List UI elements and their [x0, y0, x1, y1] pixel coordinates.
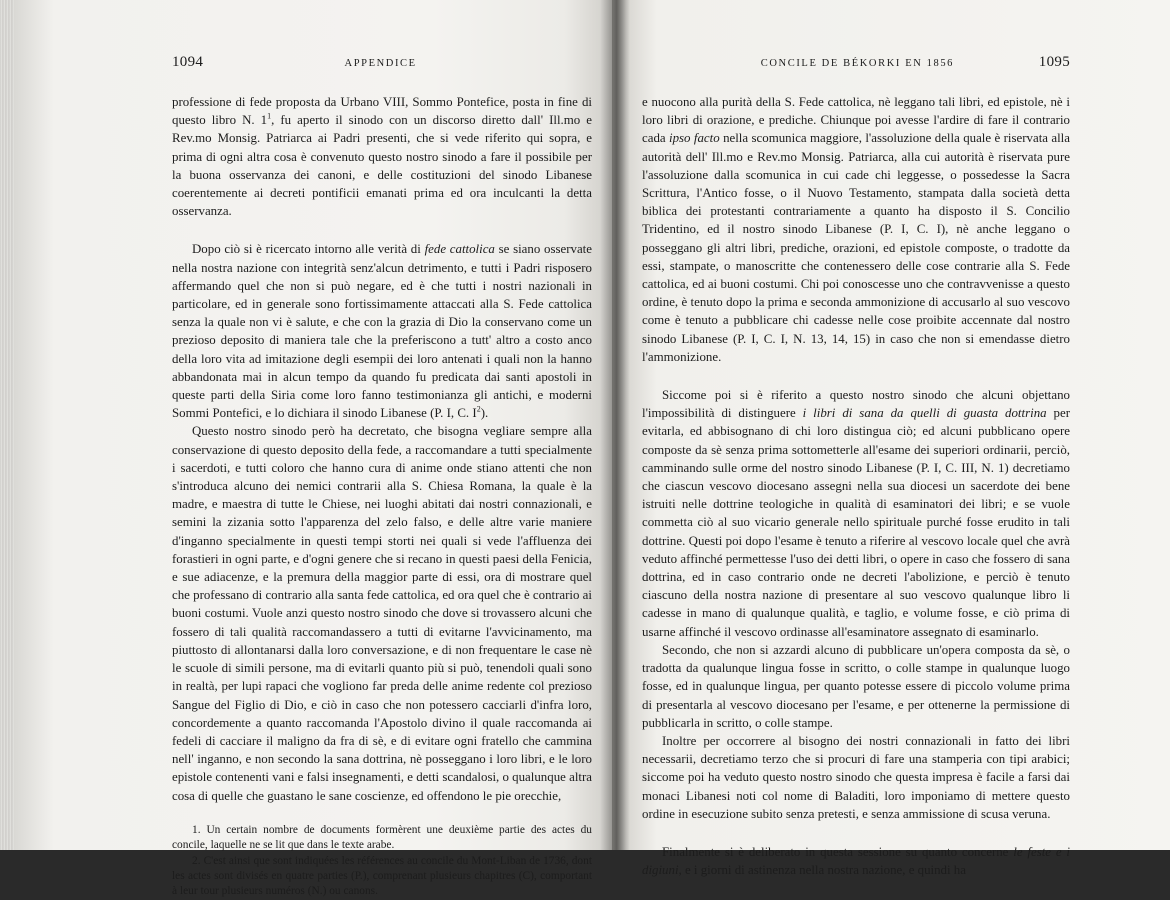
italic-text: i libri di sana da quelli di guasta dottrina: [802, 406, 1047, 421]
left-running-title: APPENDICE: [344, 58, 417, 69]
text-run: per evitarla, ed abbisognano di chi loro distingua ciò; ed alcuni pubblicano opere composte da sè senza prima sottometterle all'esame dei superiori ordinarii, perciò, camminando sulle orme del nostro sinodo Libanese (P. I, C. III, N. 1) decretiamo che ciascun vescovo diocesano assegni nella sua diocesi un sacerdote dei bene istruiti nelle dottrine teologiche in qualità di esaminatori dei libri; e se vuole commetta ciò al suo vicario generale nello spirituale purché fosse erudito in tali dottrine. Questi poi dopo l'esame è tenuto a riferire al vescovo locale quel che avrà veduto affinché permettesse l'uso dei detti libri, o opere in caso che fossero di sana dottrina, ed in caso contrario onde ne decreti l'abolizione, e perciò è tenuto ciascuno della nostra nazione di presentare al suo vescovo qualunque libro li cadesse in mano di qualunque qualità, e taglio, e volume fosse, e ciò prima di usarne affinché il vescovo ordinasse all'esaminatore assegnato di esaminarlo.: [642, 406, 1070, 639]
text-run: nella scomunica maggiore, l'assoluzione della quale è riservata alla autorità dell' Ill.mo e Rev.mo Monsig. Patriarca, alla cui autorità è riservata pure l'assoluzione dalla scomunica in cui cade chi leggesse, o possedesse la Sacra Scrittura, l'Antico fosse, o il Nuovo Testamento, stampata dalla società detta biblica dei protestanti contrariamente a quanto ha disposto il S. Concilio Tridentino, ed il nostro sinodo Libanese (P. I, C. I), nè anche leggano o posseggano gli altri libri, prediche, orazioni, ed epistole composte, o tradotte da essi, stampate, o manoscritte che contenessero delle cose contrarie alla S. Fede cattolica, ed ai buoni costumi. Chi poi conoscesse uno che contravvenisse a questo ordine, è tenuto dopo la prima e seconda ammonizione di accusarlo al suo vescovo come è tenuto a pubblicare chi cadesse nelle cose proibite accennate dal nostro sinodo Libanese (P. I, C. I, N. 13, 14, 15) in caso che non si emendasse dietro l'ammonizione.: [642, 131, 1070, 364]
text-run: Finalmente si è deliberato in questa sessione su quanto concerne: [662, 844, 1014, 859]
paragraph: [642, 386, 1070, 641]
text-run: se siano osservate nella nostra nazione con integrità senz'alcun detrimento, e tutti i Padri risposero affermando quel che non si può negare, ed è che tutti i nostri nazionali in particolare, ed in generale sono fortissimamente attaccati alla S. Fede cattolica senza la quale non vi è salute, e che con la grazia di Dio la conservano come un prezioso deposito di maniera tale che la preferiscono a tutt' altro a costo anco della loro vita ad imitazione degli esempii dei loro antenati i quali non la hanno abbandonata mai in alcun tempo da quando fu predicata dai santi apostoli in queste parti della Siria come loro fanno testimonianza gli antichi, e moderni Sommi Pontefici, e lo dichiara il sinodo Libanese (P. I, C. I: [172, 242, 592, 421]
right-page-number: 1095: [1038, 54, 1070, 70]
paragraph: [172, 93, 592, 220]
footnote: 1. Un certain nombre de documents formèrent une deuxième partie des actes du concile, laquelle ne se lit que dans le texte arabe.: [172, 823, 592, 852]
text-run: professione di fede proposta da Urbano VIII, Sommo Pontefice, posta in fine di questo libro N. 1: [172, 95, 592, 128]
right-page: [612, 0, 1170, 878]
paragraph: [642, 732, 1070, 823]
text-run: ).: [480, 406, 489, 421]
paragraph: [172, 422, 592, 804]
left-body-text: [172, 93, 592, 805]
footnote-ref: 1: [267, 111, 272, 121]
text-run: Questo nostro sinodo però ha decretato, che bisogna vegliare sempre alla conservazione di questo deposito della fede, a raccomandare a tutti specialmente i sacerdoti, e tutti coloro che hanno cura di anime onde stiano attenti che non s'introduca alcuno dei nemici contrarii alla S. Chiesa Romana, la quale è la madre, e maestra di tutte le Chiese, nei luoghi abitati dai nostri connazionali, e semini la zizania sotto l'apparenza del zelo falso, e delle altre varie maniere d'inganno specialmente in questi tempi storti nei quali si vede l'affluenza dei forastieri in ogni parte, e d'ogni genere che si recano in questi paesi della Fenicia, e sue adiacenze, e la premura della maggior parte di essi, ora di mostrare quel che professano di contrario alla santa fede cattolica, ed ora quel che è contrario ai buoni costumi. Vuole anzi questo nostro sinodo che dove si trovassero alcuni che fossero di tali qualità raccomandassero a tutti di evitarne l'avvicinamento, ma piuttosto di allontanarsi dalla loro conversazione, e di non frequentare le case nè le scuole di simili persone, ma di evitarli quanto più si può, tenendoli quali sono in realtà, per lupi rapaci che vogliono far preda delle anime redente col prezioso Sangue del Figlio di Dio, e ciò in caso che non potessero cacciarli d'infra loro, concordemente a quanto raccomanda l'Apostolo divino il quale raccomanda ai fedeli di cacciare il maligno da fra di sè, e di evitare ogni fratello che cammina nell' inganno, e non secondo la sana dottrina, nè posseggano i loro libri, e le loro epistole contenenti vani e falsi insegnamenti, e detti scandalosi, o qualunque altra cosa di quelle che guastano le sane coscienze, ed offendono le pie orecchie,: [172, 424, 592, 803]
paragraph: [642, 843, 1070, 879]
left-running-head: [172, 54, 592, 71]
left-page: [14, 0, 612, 898]
left-page-number: 1094: [172, 54, 204, 70]
text-run: e nuocono alla purità della S. Fede cattolica, nè leggano tali libri, ed epistole, nè i loro libri di orazione, e prediche. Chiunque poi avesse l'ardire di fare il contrario cada: [642, 95, 1070, 146]
text-run: , e i giorni di astinenza nella nostra nazione, e quindi ha: [678, 863, 966, 878]
text-run: , fu aperto il sinodo con un discorso diretto dall' Ill.mo e Rev.mo Monsig. Patriarca ai Padri presenti, che si vede riferito qui sopra, e prima di ogni altra cosa è convenuto questo nostro sinodo a fare il possibile per la buona osservanza dei canoni, e delle costituzioni del sinodo Libanese coerentemente ai decreti pontificii emanati prima ed ora inculcanti la detta osservanza.: [172, 113, 592, 219]
page-edges: [0, 0, 14, 850]
text-run: Dopo ciò si è ricercato intorno alle verità di: [192, 242, 425, 257]
text-run: Inoltre per occorrere al bisogno dei nostri connazionali in fatto dei libri necessarii, decretiamo terzo che si procuri di fare una stamperia con tipi arabici; siccome poi ha veduto questo nostro sinodo che questa impresa è facile a farsi dai monaci Libanesi noti col nome di Baladiti, loro imponiamo di mettere questo ordine in esecuzione subito senza pretesti, e senza ammissione di scusa veruna.: [642, 733, 1070, 821]
right-running-title: CONCILE DE BÉKORKI EN 1856: [760, 58, 955, 69]
italic-text: fede cattolica: [424, 242, 495, 257]
footnotes: [172, 823, 592, 900]
paragraph: [642, 93, 1070, 366]
right-running-head: [642, 54, 1070, 71]
paragraph: [642, 641, 1070, 732]
italic-text: le feste e i digiuni: [642, 844, 1070, 878]
paragraph: [172, 240, 592, 422]
right-body-text: [642, 93, 1070, 879]
text-run: Siccome poi si è riferito a questo nostro sinodo che alcuni objettano l'impossibilità di distinguere: [642, 388, 1070, 421]
italic-text: ipso facto: [669, 131, 720, 146]
text-run: Secondo, che non si azzardi alcuno di pubblicare un'opera composta da sè, o tradotta da qualunque lingua fosse in scritto, o colle stampe in qualunque luogo fosse, ed in qualunque lingua, per quanto potesse essere di piccolo volume prima di presentarla al vescovo diocesano per l'esame, e per ottenerne la permissione di pubblicarla in scritto, o colle stampe.: [642, 642, 1070, 730]
footnote: 2. C'est ainsi que sont indiquées les références au concile du Mont-Liban de 1736, dont les actes sont divisés en quatre parties (P.), comprenant plusieurs chapitres (C), comportant à leur tour plusieurs numéros (N.) ou canons.: [172, 854, 592, 898]
footnote-ref: 2: [476, 404, 481, 414]
